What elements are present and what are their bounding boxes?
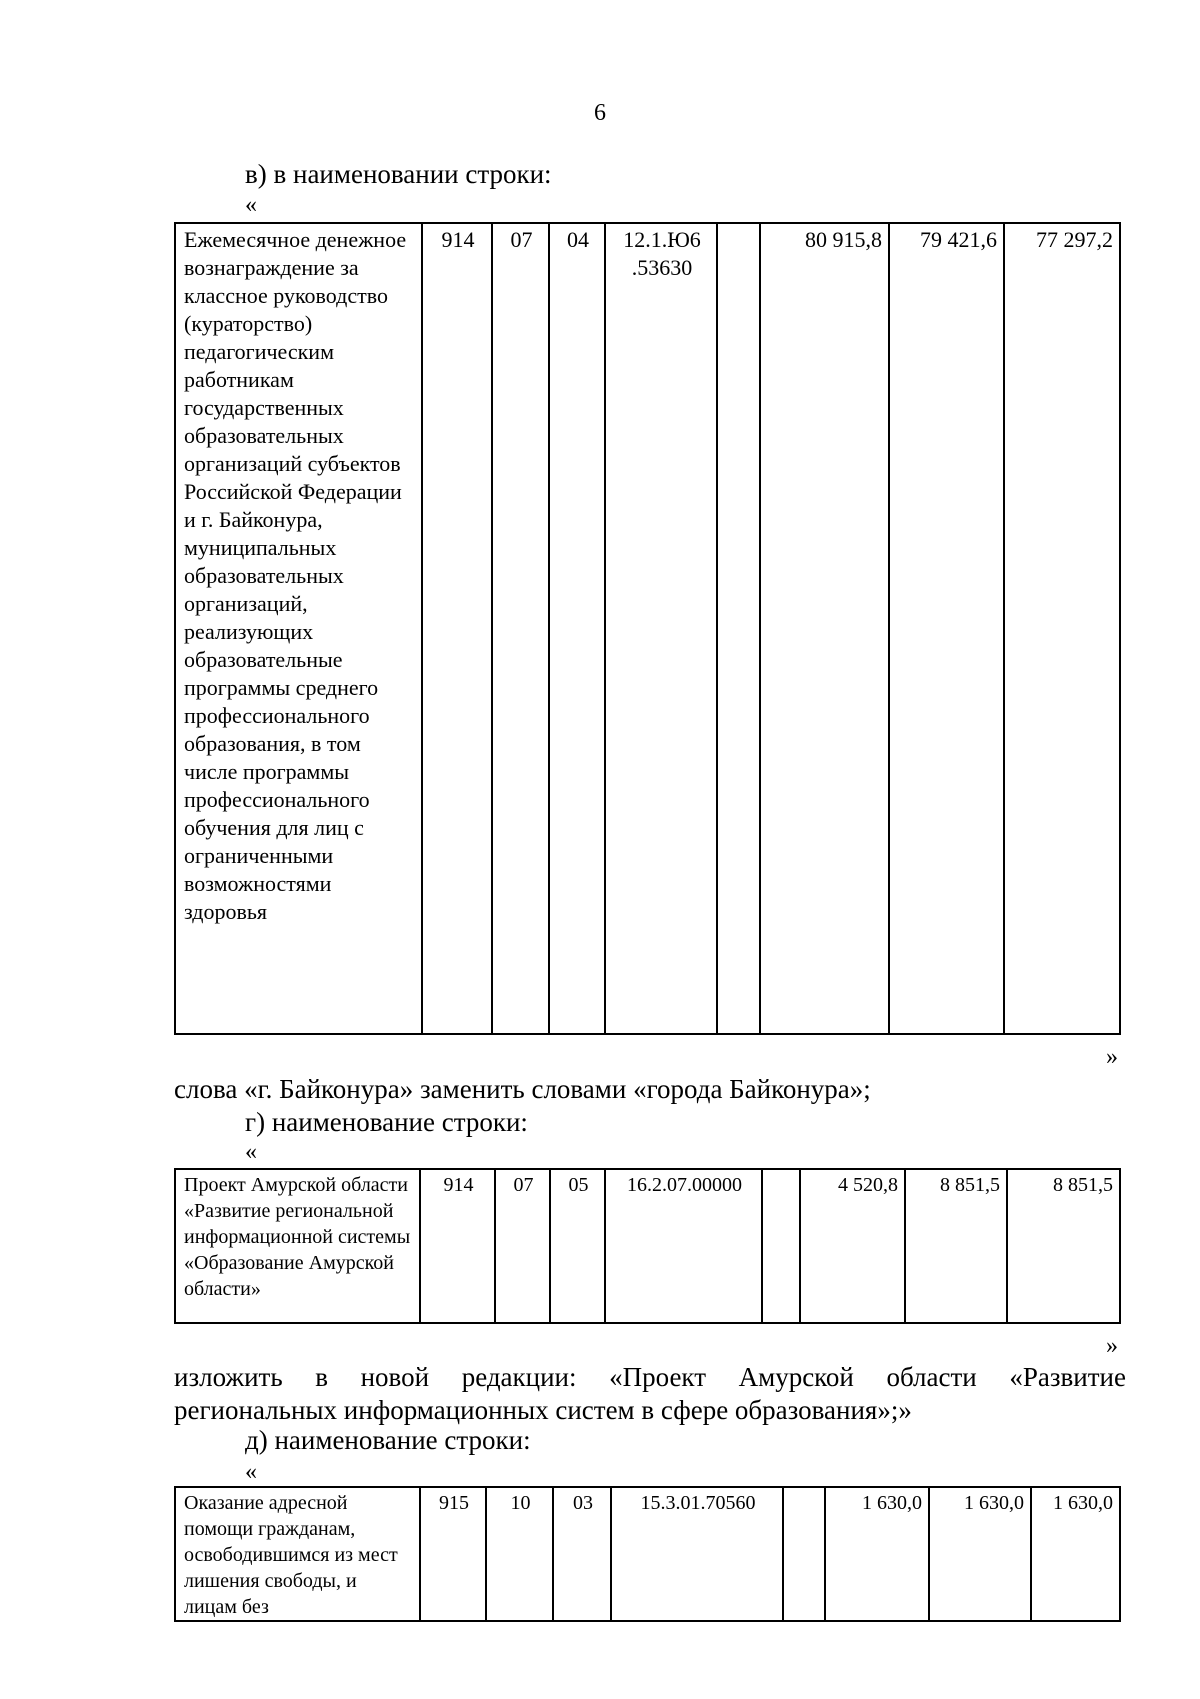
cell-year2: 1 630,0 xyxy=(929,1487,1031,1621)
cell-csr-line1: 12.1.Ю6 xyxy=(623,227,701,252)
section-g-instruction xyxy=(174,1361,1126,1427)
table-row xyxy=(175,223,1120,1034)
cell-gr: 914 xyxy=(420,1169,495,1323)
cell-year1: 4 520,8 xyxy=(800,1169,905,1323)
table-row xyxy=(175,1169,1120,1323)
cell-csr: 16.2.07.00000 xyxy=(605,1169,762,1323)
cell-year1: 80 915,8 xyxy=(760,223,889,1034)
cell-csr: 15.3.01.70560 xyxy=(611,1487,783,1621)
instruction-word: изложить xyxy=(174,1362,283,1392)
cell-csr-line2: .53630 xyxy=(631,255,693,280)
section-d-open-quote: « xyxy=(245,1459,257,1485)
table-row xyxy=(175,1487,1120,1621)
cell-rz: 07 xyxy=(492,223,549,1034)
row-name: Ежемесячное денежное вознаграждение за классное руководство (кураторство) педагогическим работникам государственных образовательных организаций субъектов Российской Федерации и г. Байконура, муниципальных образовательных организаций, реализующих образовательные программы среднего профессионального образования, в том числе программы профессионального обучения для лиц с ограниченными возможностями здоровья xyxy=(175,223,422,1034)
section-g-instruction-line2: региональных информационных систем в сфере образования»;» xyxy=(174,1395,912,1425)
cell-year3: 77 297,2 xyxy=(1004,223,1120,1034)
row-name: Оказание адресной помощи гражданам, освободившимся из мест лишения свободы, и лицам без xyxy=(175,1487,420,1621)
cell-rz: 07 xyxy=(495,1169,550,1323)
cell-year3: 1 630,0 xyxy=(1031,1487,1120,1621)
section-v-open-quote: « xyxy=(245,192,257,218)
cell-year2: 79 421,6 xyxy=(889,223,1004,1034)
cell-pr: 04 xyxy=(549,223,605,1034)
cell-pr: 05 xyxy=(550,1169,605,1323)
cell-year2: 8 851,5 xyxy=(905,1169,1007,1323)
instruction-word: редакции: xyxy=(461,1362,577,1392)
cell-vr xyxy=(717,223,760,1034)
section-g-heading: г) наименование строки: xyxy=(245,1107,528,1137)
cell-year3: 8 851,5 xyxy=(1007,1169,1120,1323)
instruction-word: Амурской xyxy=(738,1362,854,1392)
page-number: 6 xyxy=(594,100,606,126)
cell-pr: 03 xyxy=(553,1487,611,1621)
section-g-instruction-line1 xyxy=(174,1361,1126,1394)
section-v-instruction: слова «г. Байконура» заменить словами «города Байконура»; xyxy=(174,1074,871,1104)
cell-gr: 915 xyxy=(420,1487,486,1621)
cell-vr xyxy=(783,1487,825,1621)
section-v-close-quote: » xyxy=(1106,1044,1118,1070)
section-d-heading: д) наименование строки: xyxy=(245,1425,531,1455)
row-name: Проект Амурской области «Развитие региональной информационной системы «Образование Амурской области» xyxy=(175,1169,420,1323)
instruction-word: области xyxy=(886,1362,977,1392)
cell-year1: 1 630,0 xyxy=(825,1487,929,1621)
cell-gr: 914 xyxy=(422,223,492,1034)
instruction-word: в xyxy=(315,1362,328,1392)
section-v-table xyxy=(174,222,1121,1035)
cell-vr xyxy=(762,1169,800,1323)
section-g-open-quote: « xyxy=(245,1139,257,1165)
section-v-heading: в) в наименовании строки: xyxy=(245,159,552,189)
instruction-word: «Проект xyxy=(609,1362,706,1392)
instruction-word: новой xyxy=(360,1362,430,1392)
cell-rz: 10 xyxy=(486,1487,553,1621)
instruction-word: «Развитие xyxy=(1009,1362,1126,1392)
cell-csr xyxy=(605,223,717,1034)
section-g-table xyxy=(174,1168,1121,1324)
section-d-table xyxy=(174,1486,1121,1622)
section-g-close-quote: » xyxy=(1106,1333,1118,1359)
